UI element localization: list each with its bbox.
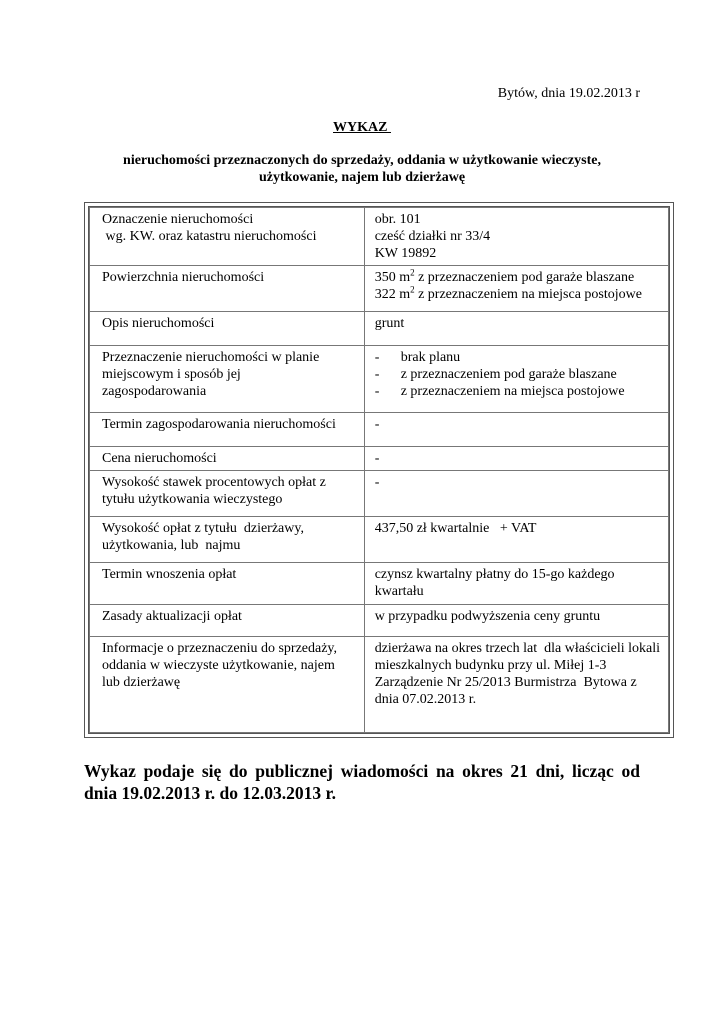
bullet-item xyxy=(375,366,660,383)
row-value-line: kwartału xyxy=(374,584,424,599)
table-row xyxy=(90,266,669,312)
row-label-cell xyxy=(90,413,365,447)
row-label-line: Informacje o przeznaczeniu do sprzedaży, xyxy=(102,641,338,656)
document-title: WYKAZ xyxy=(333,120,391,135)
property-table-frame xyxy=(84,202,674,738)
table-row xyxy=(90,471,669,517)
row-label-cell xyxy=(90,637,365,733)
bullet-item xyxy=(375,383,660,400)
row-value-line: 437,50 zł kwartalnie + VAT xyxy=(374,521,537,536)
row-value-line: w przypadku podwyższenia ceny gruntu xyxy=(374,609,601,624)
area-number: 322 m xyxy=(374,287,411,302)
row-label-line: Cena nieruchomości xyxy=(102,451,217,466)
row-value-cell xyxy=(364,413,668,447)
row-label-line: Opis nieruchomości xyxy=(102,316,215,331)
row-value-line: - xyxy=(374,417,380,432)
table-row xyxy=(90,605,669,637)
area-unit-superscript: 2 xyxy=(410,284,415,295)
area-number: 350 m xyxy=(374,270,411,285)
row-label-line: użytkowania, lub najmu xyxy=(102,538,241,553)
row-value-cell xyxy=(364,208,668,266)
row-label-line: Zasady aktualizacji opłat xyxy=(102,609,242,624)
row-value-line: grunt xyxy=(374,316,405,331)
row-label-line: lub dzierżawę xyxy=(102,675,181,690)
bullet-text: z przeznaczeniem na miejsca postojowe xyxy=(400,384,625,399)
row-label-line: wg. KW. oraz katastru nieruchomości xyxy=(102,229,317,244)
document-subtitle xyxy=(0,152,724,186)
bullet-text: brak planu xyxy=(400,350,461,365)
area-line xyxy=(375,286,660,303)
row-label-line: Oznaczenie nieruchomości xyxy=(102,212,254,227)
bullet-dash: - xyxy=(374,384,380,399)
subtitle-line-2: użytkowanie, najem lub dzierżawę xyxy=(258,170,466,185)
row-label-line: zagospodarowania xyxy=(102,384,207,399)
row-value-line: - xyxy=(374,451,380,466)
area-purpose: z przeznaczeniem pod garaże blaszane xyxy=(414,270,635,285)
row-value-line: KW 19892 xyxy=(374,246,437,261)
table-row xyxy=(90,346,669,413)
row-label-line: Powierzchnia nieruchomości xyxy=(102,270,265,285)
row-value-cell xyxy=(364,312,668,346)
area-line xyxy=(375,269,660,286)
place-date: Bytów, dnia 19.02.2013 r xyxy=(497,86,640,101)
row-label-cell xyxy=(90,605,365,637)
row-label-cell xyxy=(90,312,365,346)
row-value-cell xyxy=(364,346,668,413)
row-value-line: czynsz kwartalny płatny do 15-go każdego xyxy=(374,567,615,582)
row-value-line: obr. 101 xyxy=(374,212,421,227)
bullet-dash: - xyxy=(374,350,380,365)
property-table xyxy=(89,207,669,733)
table-row xyxy=(90,413,669,447)
bullet-item xyxy=(375,349,660,366)
row-value-line: cześć działki nr 33/4 xyxy=(374,229,491,244)
row-label-cell xyxy=(90,266,365,312)
table-row xyxy=(90,312,669,346)
row-label-cell xyxy=(90,346,365,413)
area-purpose: z przeznaczeniem na miejsca postojowe xyxy=(414,287,642,302)
row-value-cell xyxy=(364,637,668,733)
table-row xyxy=(90,517,669,563)
row-value-cell xyxy=(364,605,668,637)
bullet-text: z przeznaczeniem pod garaże blaszane xyxy=(400,367,617,382)
row-value-line: mieszkalnych budynku przy ul. Miłej 1-3 xyxy=(374,658,607,673)
row-label-line: Termin zagospodarowania nieruchomości xyxy=(102,417,336,432)
row-value-cell xyxy=(364,447,668,471)
table-row xyxy=(90,447,669,471)
table-row xyxy=(90,563,669,605)
publication-notice: Wykaz podaje się do publicznej wiadomości na okres 21 dni, licząc od dnia 19.02.2013 r. do 12.03.2013 r. xyxy=(84,761,640,803)
table-row xyxy=(90,208,669,266)
row-label-cell xyxy=(90,563,365,605)
area-unit-superscript: 2 xyxy=(410,267,415,278)
row-label-cell xyxy=(90,208,365,266)
row-value-line: dzierżawa na okres trzech lat dla właścicieli lokali xyxy=(374,641,660,656)
bullet-dash: - xyxy=(374,367,380,382)
subtitle-line-1: nieruchomości przeznaczonych do sprzedaży, oddania w użytkowanie wieczyste, xyxy=(123,153,601,168)
table-row xyxy=(90,637,669,733)
row-value-cell xyxy=(364,471,668,517)
row-value-cell xyxy=(364,563,668,605)
row-label-line: oddania w wieczyste użytkowanie, najem xyxy=(102,658,335,673)
row-label-line: Przeznaczenie nieruchomości w planie xyxy=(102,350,320,365)
row-value-line: dnia 07.02.2013 r. xyxy=(374,692,477,707)
row-value-cell xyxy=(364,266,668,312)
row-label-line: Wysokość stawek procentowych opłat z xyxy=(102,475,326,490)
row-label-line: miejscowym i sposób jej xyxy=(102,367,241,382)
row-label-line: Termin wnoszenia opłat xyxy=(102,567,237,582)
row-label-line: tytułu użytkowania wieczystego xyxy=(102,492,283,507)
row-value-cell xyxy=(364,517,668,563)
row-label-cell xyxy=(90,471,365,517)
row-label-cell xyxy=(90,517,365,563)
row-value-line: - xyxy=(374,475,380,490)
row-label-cell xyxy=(90,447,365,471)
row-value-line: Zarządzenie Nr 25/2013 Burmistrza Bytowa z xyxy=(374,675,637,690)
row-label-line: Wysokość opłat z tytułu dzierżawy, xyxy=(102,521,304,536)
